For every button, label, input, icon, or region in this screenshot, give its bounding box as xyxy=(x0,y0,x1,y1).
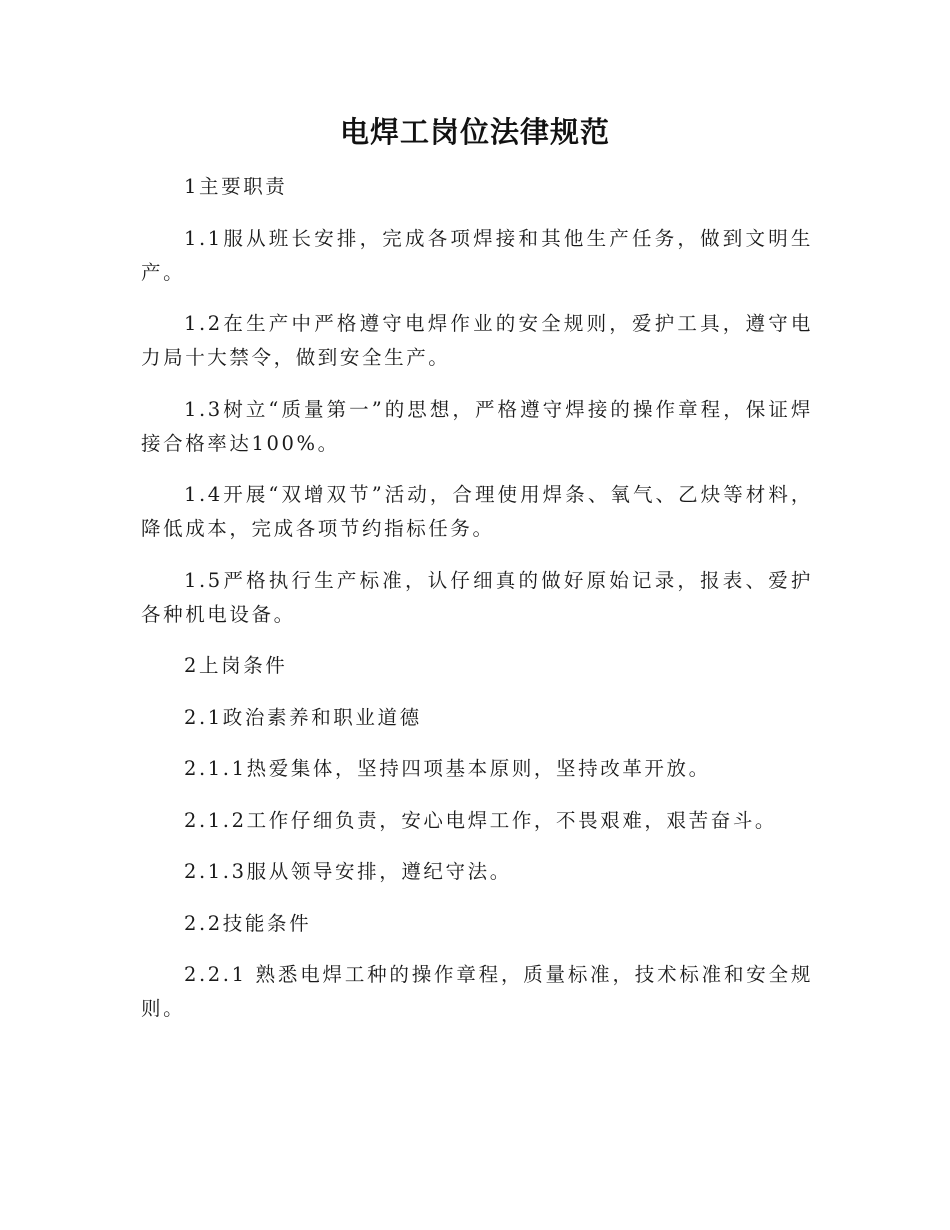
paragraph-2-1-2: 2.1.2工作仔细负责，安心电焊工作，不畏艰难，艰苦奋斗。 xyxy=(184,808,778,832)
section-heading-requirements: 2上岗条件 xyxy=(184,654,288,677)
paragraph-2-2-1: 2.2.1 熟悉电焊工种的操作章程，质量标准，技术标准和安全规则。 xyxy=(141,963,813,1020)
paragraph-2-2: 2.2技能条件 xyxy=(184,911,312,935)
paragraph-1-4: 1.4开展“双增双节”活动，合理使用焊条、氧气、乙炔等材料，降低成本，完成各项节约指标任务。 xyxy=(141,483,813,540)
paragraph-1-2: 1.2在生产中严格遵守电焊作业的安全规则，爱护工具，遵守电力局十大禁令，做到安全生产。 xyxy=(141,312,813,369)
document-body xyxy=(141,170,813,1044)
paragraph-2-1: 2.1政治素养和职业道德 xyxy=(184,705,422,729)
paragraph-1-1: 1.1服从班长安排，完成各项焊接和其他生产任务，做到文明生产。 xyxy=(141,226,813,284)
paragraph-1-3: 1.3树立“质量第一”的思想，严格遵守焊接的操作章程，保证焊接合格率达100%。 xyxy=(141,397,813,455)
paragraph-2-1-1: 2.1.1热爱集体，坚持四项基本原则，坚持改革开放。 xyxy=(184,757,711,780)
document-title: 电焊工岗位法律规范 xyxy=(339,115,610,149)
paragraph-2-1-3: 2.1.3服从领导安排，遵纪守法。 xyxy=(184,860,512,883)
paragraph-1-5: 1.5严格执行生产标准，认仔细真的做好原始记录，报表、爱护各种机电设备。 xyxy=(141,568,813,626)
section-heading-duties: 1主要职责 xyxy=(184,175,288,198)
